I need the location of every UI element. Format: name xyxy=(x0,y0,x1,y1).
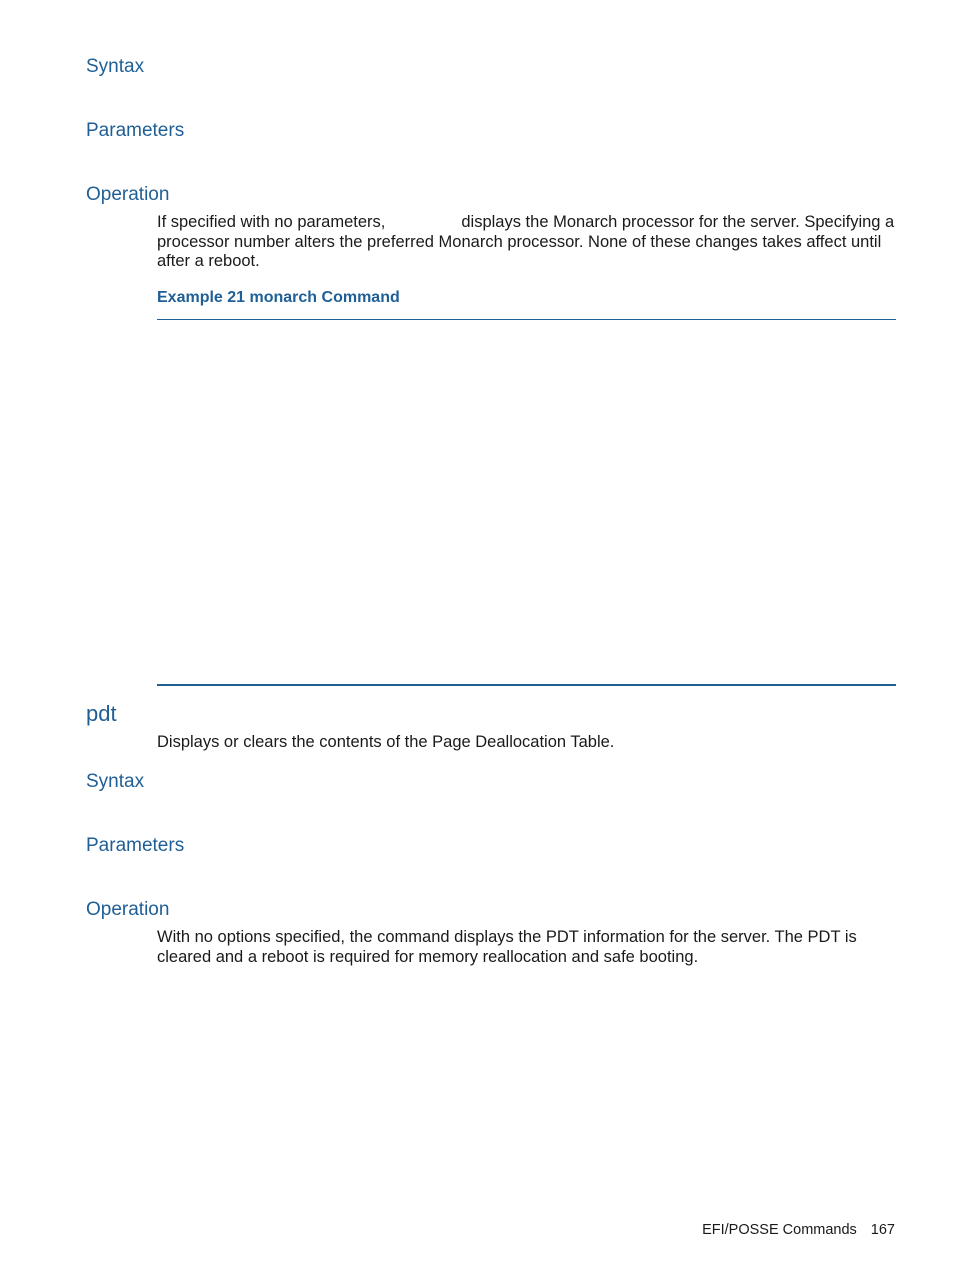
operation-heading: Operation xyxy=(86,184,170,205)
pdt-syntax-heading: Syntax xyxy=(86,771,145,792)
pdt-parameters-heading: Parameters xyxy=(86,835,185,856)
operation-text-part1: If specified with no parameters, xyxy=(157,213,386,231)
footer-section-name: EFI/POSSE Commands xyxy=(702,1222,857,1238)
page-number: 167 xyxy=(870,1222,895,1238)
pdt-title: pdt xyxy=(86,701,117,726)
syntax-heading: Syntax xyxy=(86,56,145,77)
parameters-heading: Parameters xyxy=(86,120,185,141)
pdt-operation-text: With no options specified, the command displays the PDT information for the server. The PDT is cleared and a reboot is required for memory reallocation and safe booting. xyxy=(157,928,857,966)
operation-text-part2: displays the Monarch processor for the server. Specifying a processor number alters the preferred Monarch processor. None of these changes takes affect until after a reboot. xyxy=(157,213,895,270)
page-footer xyxy=(702,1223,895,1238)
example-bottom-rule xyxy=(157,684,896,686)
operation-description xyxy=(157,213,897,272)
example-title: Example 21 monarch Command xyxy=(157,289,400,306)
pdt-operation-heading: Operation xyxy=(86,899,170,920)
pdt-description: Displays or clears the contents of the Page Deallocation Table. xyxy=(157,733,615,751)
example-top-rule xyxy=(157,319,896,320)
